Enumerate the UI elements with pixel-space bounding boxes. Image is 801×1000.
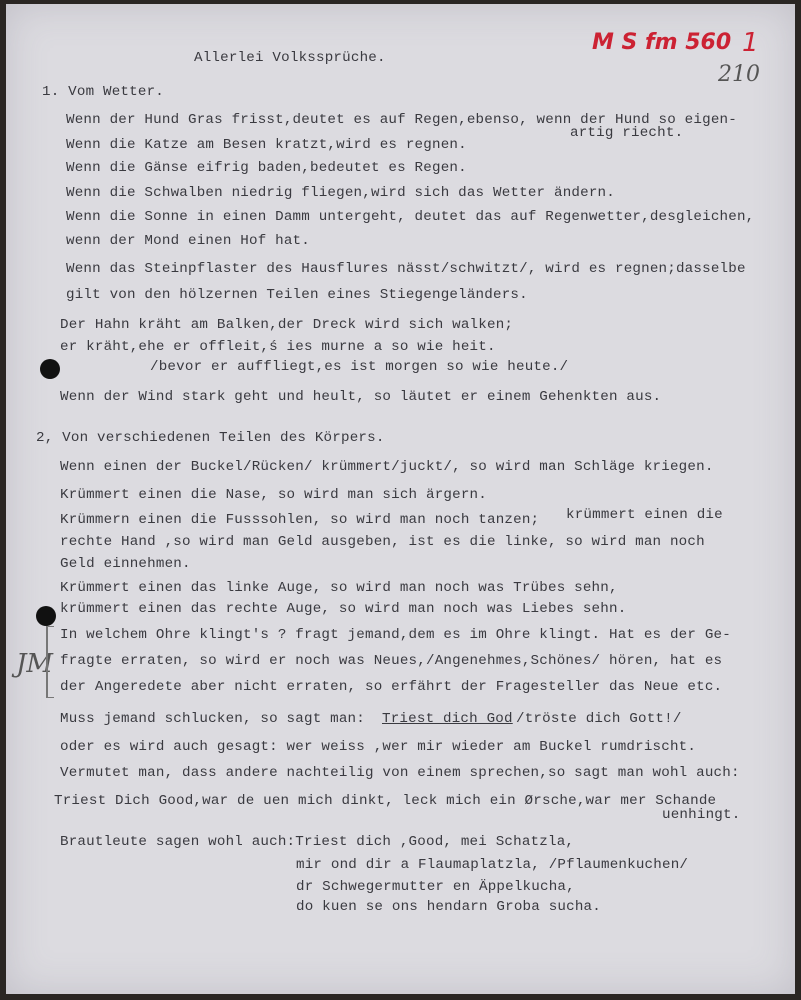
- punch-hole-bottom: [36, 606, 56, 626]
- text-line: Wenn die Sonne in einen Damm untergeht, deutet das auf Regenwetter,desgleichen,: [66, 209, 755, 225]
- text-line: Der Hahn kräht am Balken,der Dreck wird sich walken;: [60, 317, 514, 333]
- text-line: gilt von den hölzernen Teilen eines Stiegengeländers.: [66, 287, 528, 303]
- text-line: er kräht,ehe er offleit,ś ies murne a so wie heit.: [60, 339, 496, 355]
- page-title: Allerlei Volkssprüche.: [194, 50, 386, 66]
- text-line: Wenn das Steinpflaster des Hausflures nässt/schwitzt/, wird es regnen;dasselbe: [66, 261, 746, 277]
- text-line: Vermutet man, dass andere nachteilig von einem sprechen,so sagt man wohl auch:: [60, 765, 740, 781]
- text-line: Wenn der Wind stark geht und heult, so läutet er einem Gehenkten aus.: [60, 389, 662, 405]
- text-line: Krümmert einen die Nase, so wird man sich ärgern.: [60, 487, 487, 503]
- text-line: uenhingt.: [662, 807, 741, 823]
- text-line: /bevor er auffliegt,es ist morgen so wie heute./: [150, 359, 569, 375]
- archive-number-pencil: 210: [718, 62, 760, 87]
- text-line: fragte erraten, so wird er noch was Neues,/Angenehmes,Schönes/ hören, hat es: [60, 653, 723, 669]
- text-line: mir ond dir a Flaumaplatzla, /Pflaumenkuchen/: [296, 857, 689, 873]
- archive-signature: M S fm 560: [592, 30, 732, 55]
- text-line-underlined: Triest dich God: [382, 711, 513, 727]
- text-line: wenn der Mond einen Hof hat.: [66, 233, 310, 249]
- text-line: Wenn die Gänse eifrig baden,bedeutet es Regen.: [66, 160, 467, 176]
- section-heading-body: 2, Von verschiedenen Teilen des Körpers.: [36, 430, 385, 446]
- text-line: do kuen se ons hendarn Groba sucha.: [296, 899, 601, 915]
- margin-bracket: [46, 626, 54, 698]
- text-line: krümmert einen das rechte Auge, so wird man noch was Liebes sehn.: [60, 601, 627, 617]
- text-line: Brautleute sagen wohl auch:Triest dich ,Good, mei Schatzla,: [60, 834, 575, 850]
- text-line: rechte Hand ,so wird man Geld ausgeben, ist es die linke, so wird man noch: [60, 534, 705, 550]
- section-heading-weather: 1. Vom Wetter.: [42, 84, 164, 100]
- text-line: Triest Dich Good,war de uen mich dinkt, leck mich ein Ørsche,war mer Schande: [54, 793, 717, 809]
- text-line: Krümmern einen die Fusssohlen, so wird man noch tanzen;: [60, 512, 540, 528]
- text-line: Muss jemand schlucken, so sagt man:: [60, 711, 365, 727]
- text-line: artig riecht.: [570, 125, 684, 141]
- text-line: Krümmert einen das linke Auge, so wird man noch was Trübes sehn,: [60, 580, 618, 596]
- text-line: Wenn die Katze am Besen kratzt,wird es regnen.: [66, 137, 467, 153]
- document-page: [6, 4, 795, 994]
- text-line: der Angeredete aber nicht erraten, so erfährt der Fragesteller das Neue etc.: [60, 679, 723, 695]
- text-line: Geld einnehmen.: [60, 556, 191, 572]
- text-line: krümmert einen die: [566, 507, 723, 523]
- punch-hole-top: [40, 359, 60, 379]
- text-line: oder es wird auch gesagt: wer weiss ,wer mir wieder am Buckel rumdrischt.: [60, 739, 697, 755]
- text-line: /tröste dich Gott!/: [516, 711, 682, 727]
- margin-pencil-note: JM: [16, 649, 54, 679]
- text-line: Wenn die Schwalben niedrig fliegen,wird sich das Wetter ändern.: [66, 185, 615, 201]
- archive-number-red: 1: [742, 28, 759, 58]
- text-line: In welchem Ohre klingt's ? fragt jemand,dem es im Ohre klingt. Hat es der Ge-: [60, 627, 731, 643]
- text-line: Wenn einen der Buckel/Rücken/ krümmert/juckt/, so wird man Schläge kriegen.: [60, 459, 714, 475]
- text-line: dr Schwegermutter en Äppelkucha,: [296, 879, 575, 895]
- text-line: Wenn der Hund Gras frisst,deutet es auf Regen,ebenso, wenn der Hund so eigen-: [66, 112, 737, 128]
